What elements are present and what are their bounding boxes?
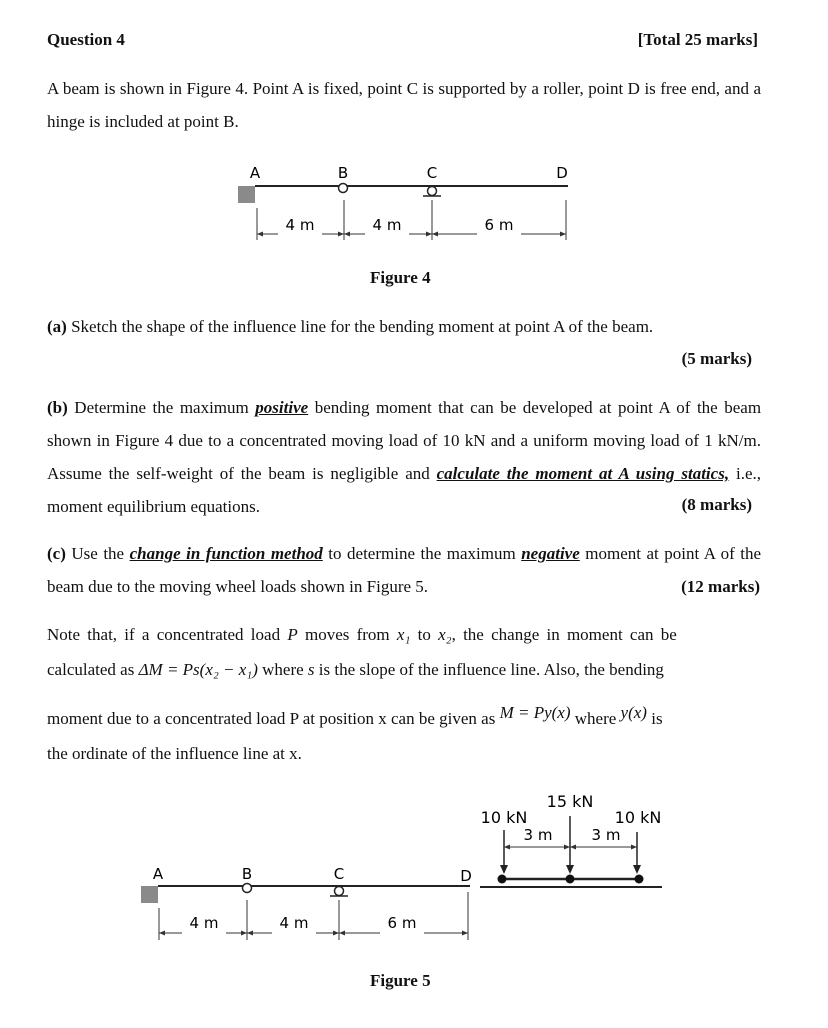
equation-yx: y(x) bbox=[620, 703, 647, 722]
figure-5-diagram bbox=[100, 780, 680, 950]
point-label-b: B bbox=[337, 164, 349, 182]
span-label-cd: 6 m bbox=[387, 914, 417, 932]
part-a-marks: (5 marks) bbox=[681, 349, 752, 368]
point-label-d: D bbox=[556, 164, 568, 182]
equation-m-py: M = Py(x) bbox=[499, 703, 571, 722]
load-label-3: 10 kN bbox=[614, 808, 662, 827]
span-label-ab: 4 m bbox=[285, 216, 315, 234]
hinge-icon bbox=[339, 184, 348, 193]
part-c-marks: (12 marks) bbox=[681, 577, 760, 596]
roller-icon bbox=[335, 887, 344, 896]
span-label-bc: 4 m bbox=[279, 914, 309, 932]
roller-icon bbox=[428, 187, 437, 196]
part-b-marks: (8 marks) bbox=[681, 495, 752, 514]
spacing-label-1: 3 m bbox=[523, 826, 553, 844]
fixed-support-icon bbox=[141, 886, 158, 903]
span-label-bc: 4 m bbox=[372, 216, 402, 234]
point-label-b: B bbox=[241, 865, 253, 883]
part-b-text: (b) Determine the maximum positive bending moment that can be developed at point A of the beam shown in Figure 4 due to a concentrated moving load of 10 kN and a uniform moving load of 1 kN/m. Assume the self-weight of the beam is negligible and calculate the moment at A using statics, i.e., moment equilibrium equations. bbox=[47, 398, 762, 516]
figure-4-diagram bbox=[200, 160, 600, 250]
figure-4-caption: Figure 4 bbox=[370, 268, 431, 287]
note-line-4: the ordinate of the influence line at x. bbox=[47, 744, 302, 763]
total-marks: [Total 25 marks] bbox=[637, 30, 758, 49]
point-label-a: A bbox=[249, 164, 261, 182]
point-label-c: C bbox=[426, 164, 438, 182]
part-a-text: (a) Sketch the shape of the influence line for the bending moment at point A of the beam. bbox=[47, 317, 654, 336]
figure-5-caption: Figure 5 bbox=[370, 971, 431, 990]
fixed-support-icon bbox=[238, 186, 255, 203]
span-label-ab: 4 m bbox=[189, 914, 219, 932]
equation-delta-m: ΔM = Ps(x₂ − x₁) bbox=[138, 660, 258, 679]
point-label-d: D bbox=[460, 867, 472, 885]
wheel-icon bbox=[498, 875, 507, 884]
intro-paragraph: A beam is shown in Figure 4. Point A is fixed, point C is supported by a roller, point D is free end, and a hinge is included at point B. bbox=[47, 79, 761, 131]
question-title: Question 4 bbox=[47, 30, 125, 49]
load-label-2: 15 kN bbox=[546, 792, 594, 811]
span-label-cd: 6 m bbox=[484, 216, 514, 234]
wheel-icon bbox=[635, 875, 644, 884]
part-c-text: (c) Use the change in function method to determine the maximum negative moment at point A of the beam due to the moving wheel loads shown in Figure 5. bbox=[47, 544, 762, 596]
point-label-c: C bbox=[333, 865, 345, 883]
note-line-1: Note that, if a concentrated load P moves from x₁ to x₂, the change in moment can be bbox=[47, 625, 677, 644]
spacing-label-2: 3 m bbox=[591, 826, 621, 844]
hinge-icon bbox=[243, 884, 252, 893]
wheel-icon bbox=[566, 875, 575, 884]
point-label-a: A bbox=[152, 865, 164, 883]
note-line-3: moment due to a concentrated load P at position x can be given as M = Py(x) where y(x) is bbox=[47, 703, 663, 728]
note-line-2: calculated as ΔM = Ps(x₂ − x₁) where s is the slope of the influence line. Also, the bending bbox=[47, 660, 664, 679]
load-label-1: 10 kN bbox=[480, 808, 528, 827]
